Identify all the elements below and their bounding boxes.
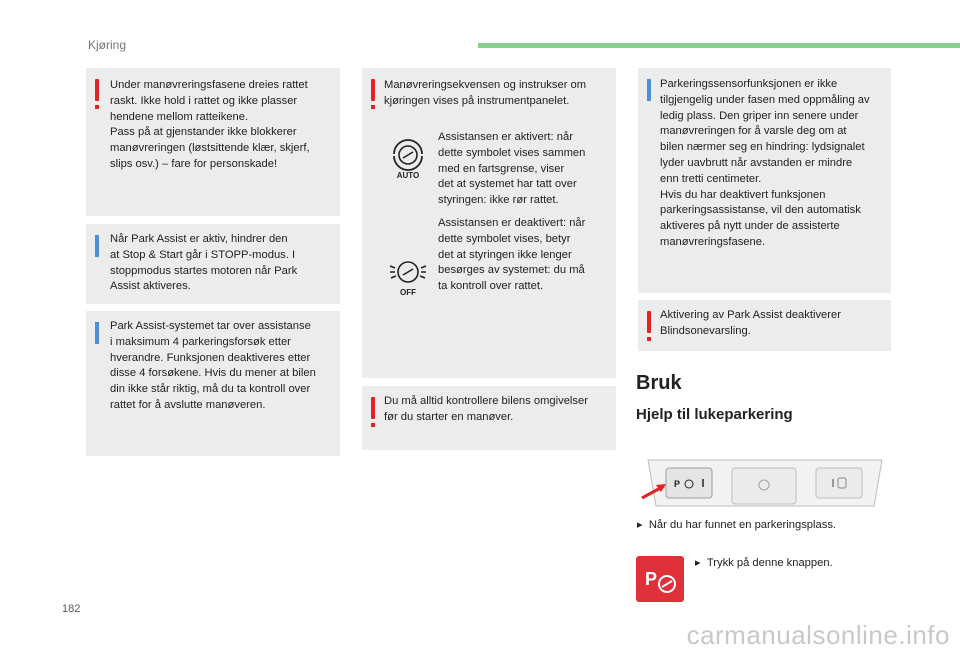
warning-icon [371, 397, 375, 419]
info-icon [647, 79, 651, 101]
park-assist-button [666, 468, 712, 498]
park-steering-icon [636, 556, 684, 602]
subheading-parallel-parking: Hjelp til lukeparkering [636, 406, 793, 423]
info-box-stop-start [86, 224, 340, 304]
info-text: Parkeringssensorfunksjonen er ikke tilgjengelig under fasen med oppmåling av ledig plass. Den griper inn senere under manøvreringen for å varsle deg om at bilen nærmer seg en hindring: lydsignalet lyder uavbrutt når avstanden er mindre enn tretti centimeter. Hvis du har deaktivert funksjonen parkeringsassistanse, vil den automatisk aktiveres på nytt under de assisterte manøvreringsfasene. [660, 78, 870, 248]
warning-box-blindspot [638, 300, 891, 351]
warning-icon [647, 311, 651, 333]
info-icon [95, 235, 99, 257]
intro-text: Manøvreringsekvensen og instrukser om kjøringen vises på instrumentpanelet. [384, 79, 587, 107]
info-text: Park Assist-systemet tar over assistanse i maksimum 4 parkeringsforsøk etter hverandre. Funksjonen deaktiveres etter disse 4 forsøkene. Hvis du mener at bilen din ikke står riktig, må du ta kontroll over rattet for å avslutte manøveren. [110, 320, 316, 411]
heading-usage: Bruk [636, 372, 682, 394]
park-assist-panel-illustration [640, 454, 890, 514]
info-icon [95, 322, 99, 344]
info-box-sensors [638, 68, 891, 293]
step-text: Når du har funnet en parkeringsplass. [648, 519, 837, 531]
section-color-bar [478, 43, 960, 48]
warning-icon [371, 79, 375, 101]
bullet-arrow-icon: ▸ [637, 519, 649, 531]
warning-box-instrument-panel [362, 68, 616, 378]
step-found-space [637, 518, 836, 533]
watermark: carmanualsonline.info [686, 620, 950, 650]
warning-text: Du må alltid kontrollere bilens omgivelser før du starter en manøver. [384, 395, 588, 423]
page-number: 182 [62, 603, 81, 615]
steering-wheel-off-icon [388, 252, 428, 298]
park-button-letter: P [645, 569, 658, 589]
info-text: Når Park Assist er aktiv, hindrer den at Stop & Start går i STOPP-modus. I stoppmodus startes motoren når Park Assist aktiveres. [110, 233, 298, 293]
auto-caption: AUTO [396, 171, 420, 180]
warning-text: Under manøvreringsfasene dreies rattet raskt. Ikke hold i rattet og ikke plasser hendene mellom ratteikene. Pass på at gjenstander ikke blokkerer manøvreringen (løstsittende klær, skjerf, slips osv.) – fare for personskade! [110, 79, 310, 170]
park-assist-button-icon [636, 556, 684, 602]
auto-description: Assistansen er aktivert: når dette symbolet vises sammen med en fartsgrense, viser det at systemet har tatt over styringen: ikke rør rattet. [438, 131, 586, 207]
section-title: Kjøring [88, 38, 127, 52]
warning-box-steering [86, 68, 340, 216]
step-text: Trykk på denne knappen. [706, 557, 833, 569]
park-button-label: P [674, 479, 681, 489]
warning-text: Aktivering av Park Assist deaktiverer Blindsonevarsling. [660, 309, 841, 337]
info-box-attempts [86, 311, 340, 456]
steering-wheel-auto-icon [390, 134, 426, 180]
off-caption: OFF [400, 288, 416, 297]
step-press-button [695, 556, 833, 571]
warning-box-surroundings [362, 386, 616, 450]
off-description: Assistansen er deaktivert: når dette symbolet vises, betyr det at styringen ikke lenger besørges av systemet: du må ta kontroll over rattet. [438, 217, 586, 293]
warning-icon [95, 79, 99, 101]
bullet-arrow-icon: ▸ [695, 557, 707, 569]
